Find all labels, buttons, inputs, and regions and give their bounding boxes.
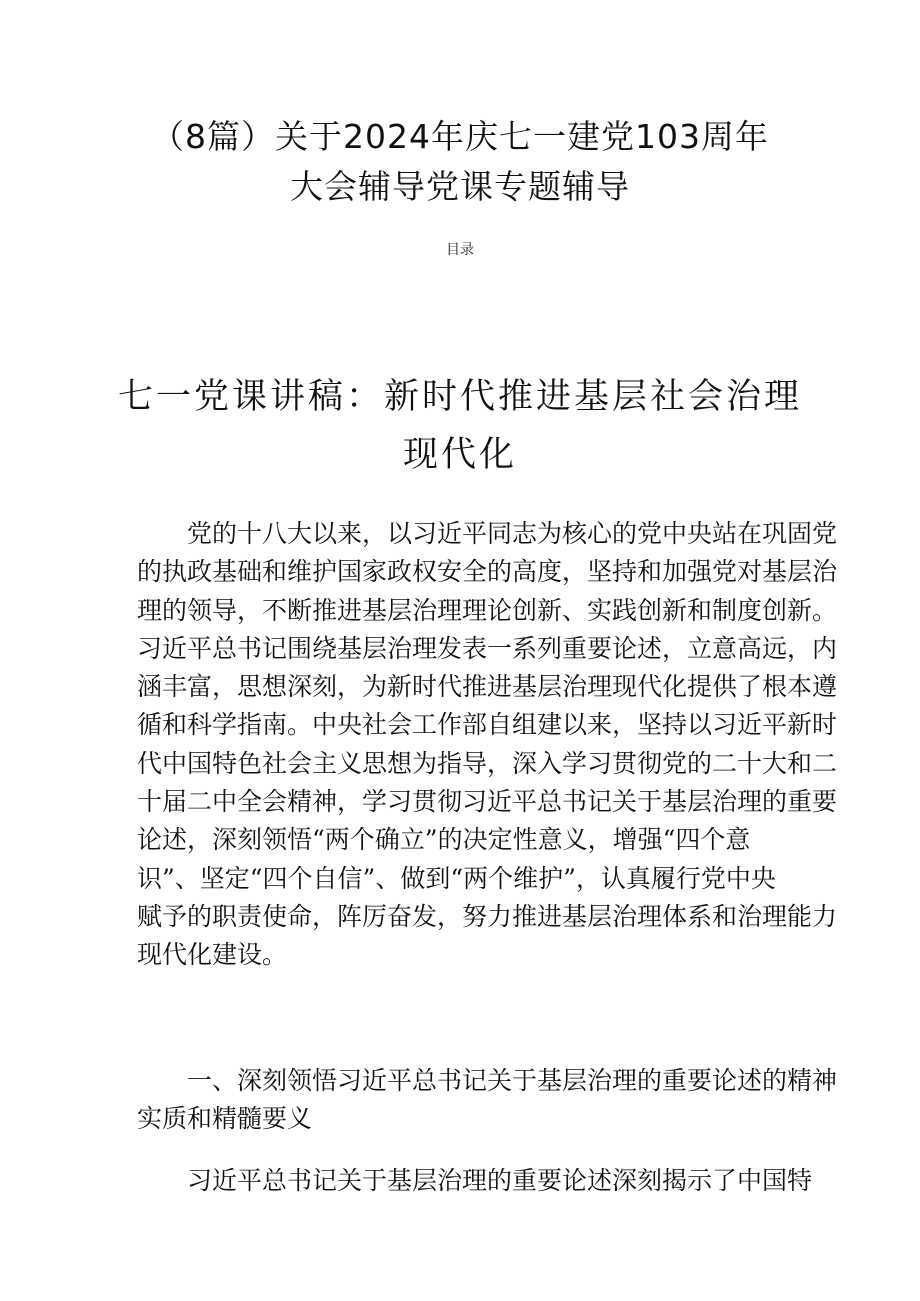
body-paragraph	[137, 515, 838, 975]
paragraph-line: 习近平总书记关于基层治理的重要论述深刻揭示了中国特	[187, 1166, 813, 1195]
section-title-line: 现代化	[402, 435, 517, 475]
paragraph-line: 识”、坚定“四个自信”、做到“两个维护”，认真履行党中央	[137, 863, 776, 893]
heading-line: 实质和精髓要义	[137, 1104, 313, 1134]
document-title	[0, 112, 920, 212]
paragraph-line: 理的领导，不断推进基层治理理论创新、实践创新和制度创新。	[137, 595, 838, 625]
body-paragraph	[137, 1162, 813, 1200]
paragraph-line: 循和科学指南。中央社会工作部自组建以来，坚持以习近平新时	[137, 710, 838, 740]
paragraph-line: 代中国特色社会主义思想为指导，深入学习贯彻党的二十大和二	[137, 748, 838, 778]
paragraph-line: 十届二中全会精神，学习贯彻习近平总书记关于基层治理的重要	[137, 787, 838, 817]
section-title-line: 七一党课讲稿：新时代推进基层社会治理	[117, 377, 802, 417]
section-heading	[137, 1062, 838, 1139]
heading-line: 一、深刻领悟习近平总书记关于基层治理的重要论述的精神	[187, 1066, 838, 1095]
paragraph-line: 的执政基础和维护国家政权安全的高度，坚持和加强党对基层治	[137, 557, 838, 587]
paragraph-line: 赋予的职责使命，阵厉奋发，努力推进基层治理体系和治理能力	[137, 901, 838, 931]
paragraph-line: 涵丰富，思想深刻，为新时代推进基层治理现代化提供了根本遵	[137, 672, 838, 702]
toc-label: 目录	[446, 242, 474, 258]
paragraph-line: 习近平总书记围绕基层治理发表一系列重要论述，立意高远，内	[137, 633, 838, 663]
document-title-line: （8篇）关于2024年庆七一建党103周年	[151, 117, 769, 156]
paragraph-line: 党的十八大以来，以习近平同志为核心的党中央站在巩固党	[187, 519, 838, 548]
section-title	[0, 368, 920, 484]
paragraph-line: 现代化建设。	[137, 940, 288, 970]
document-title-line: 大会辅导党课专题辅导	[290, 167, 630, 206]
paragraph-line: 论述，深刻领悟“两个确立”的决定性意义，增强“四个意	[137, 825, 751, 855]
